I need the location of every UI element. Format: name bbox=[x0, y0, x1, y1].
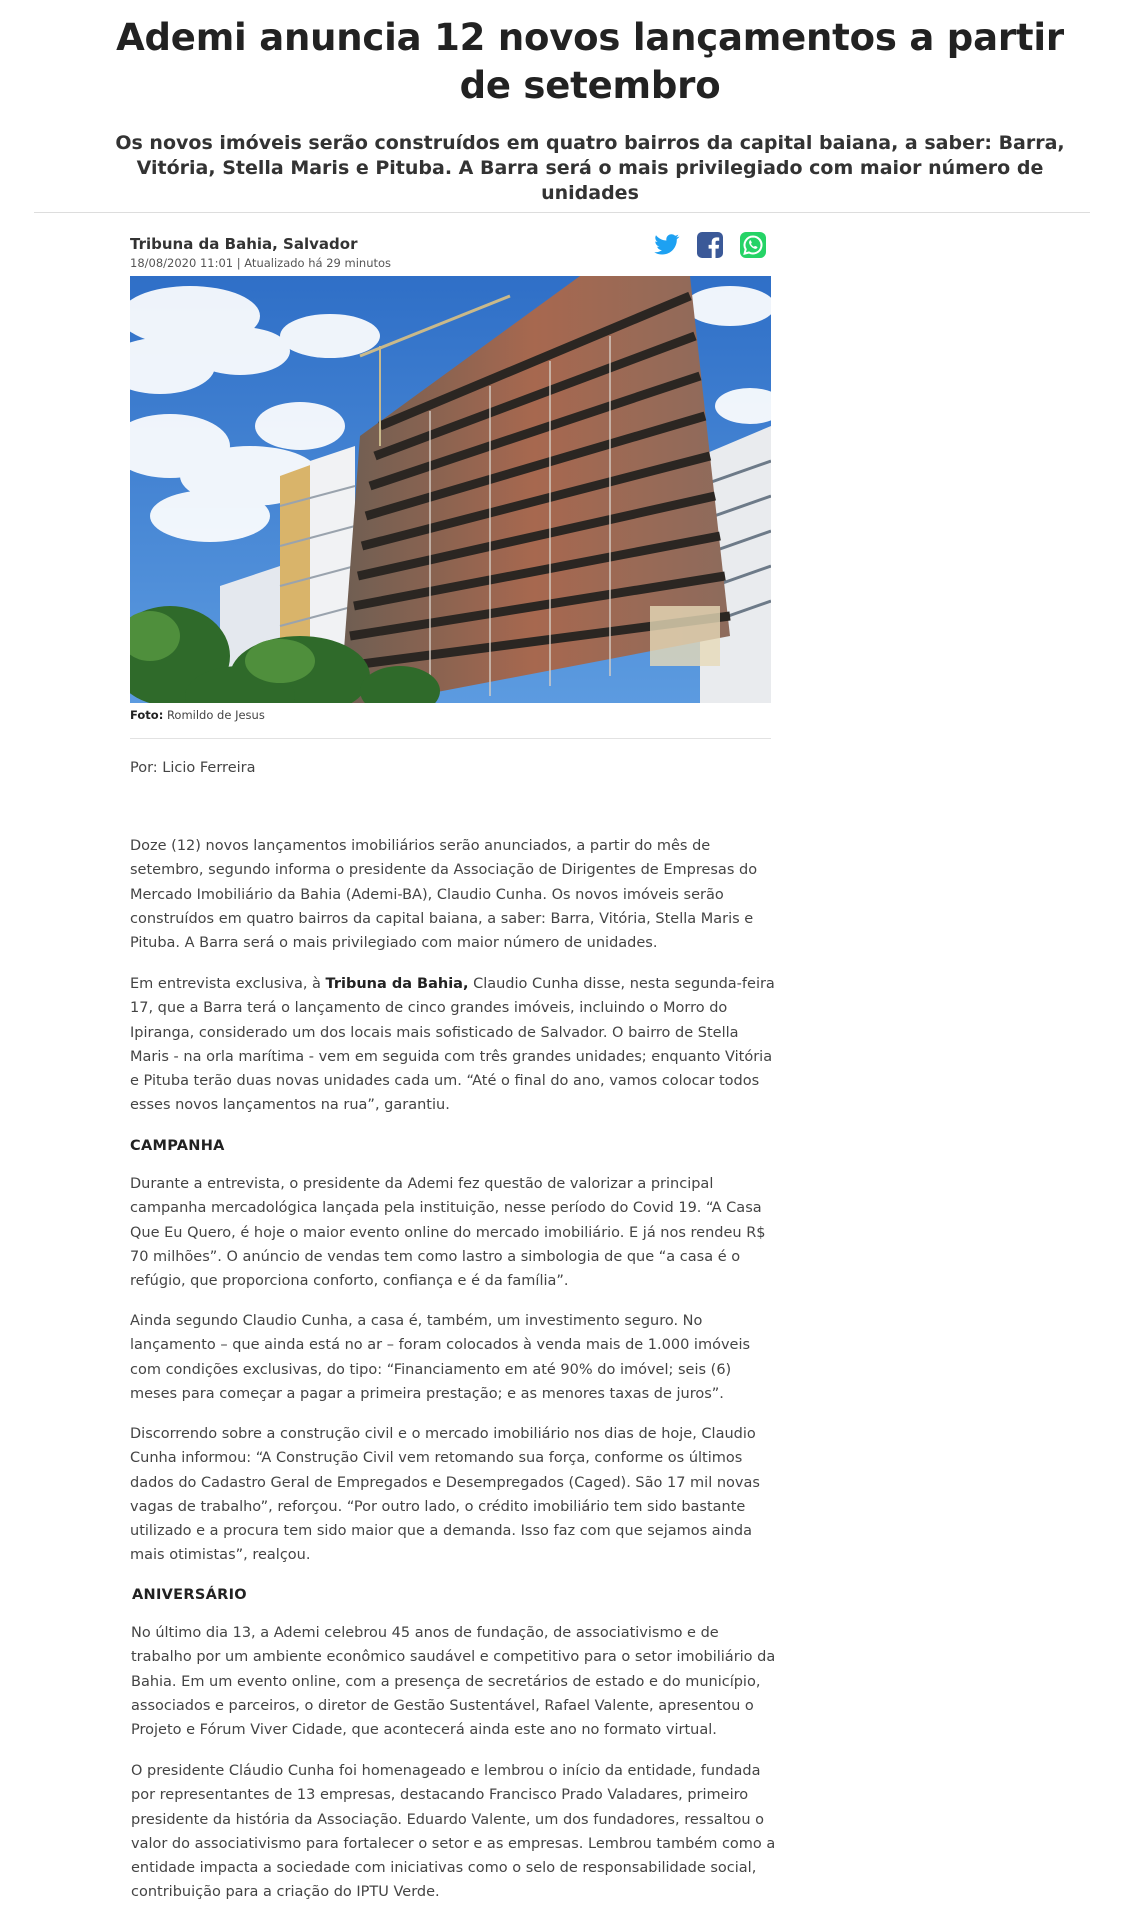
article-byline: Por: Licio Ferreira bbox=[130, 760, 256, 776]
photo-caption bbox=[130, 707, 265, 723]
paragraph-6: No último dia 13, a Ademi celebrou 45 anos de fundação, de associativismo e de trabalho por um ambiente econômico saudável e competitivo para o setor imobiliário da Bahia. Em um evento online, com a presença de secretários de estado e do município, associados e parceiros, o diretor de Gestão Sustentável, Rafael Valente, apresentou o Projeto e Fórum Viver Cidade, que acontecerá ainda este ano no formato virtual. bbox=[131, 1625, 776, 1739]
paragraph-7: O presidente Cláudio Cunha foi homenageado e lembrou o início da entidade, fundada por representantes de 13 empresas, destacando Francisco Prado Valadares, primeiro presidente da história da Associação. Eduardo Valente, um dos fundadores, ressaltou o valor do associativismo para fortalecer o setor e as empresas. Lembrou também como a entidade impacta a sociedade com iniciativas como o selo de responsabilidade social, contribuição para a criação do IPTU Verde. bbox=[131, 1763, 776, 1901]
article-paragraph bbox=[131, 1759, 777, 1905]
article-paragraph bbox=[130, 1172, 776, 1293]
paragraph-5: Discorrendo sobre a construção civil e o mercado imobiliário nos dias de hoje, Claudio Cunha informou: “A Construção Civil vem retomando sua força, conforme os últimos dados do Cadastro Geral de Empregados e Desempregados (Caged). São 17 mil novas vagas de trabalho”, reforçou. “Por outro lado, o crédito imobiliário tem sido bastante utilizado e a procura tem sido maior que a demanda. Isso faz com que sejamos ainda mais otimistas”, realçou. bbox=[130, 1426, 760, 1564]
twitter-icon bbox=[651, 230, 681, 260]
article-paragraph bbox=[130, 834, 776, 955]
photo-credit-name: Romildo de Jesus bbox=[166, 708, 265, 722]
article-subheadline: Os novos imóveis serão construídos em quatro bairros da capital baiana, a saber: Barra, Vitória, Stella Maris e Pituba. A Barra será o mais privilegiado com maior número de unidades bbox=[115, 132, 1065, 204]
paragraph-2-bold: Tribuna da Bahia, bbox=[325, 976, 469, 992]
article-dateline: 18/08/2020 11:01 | Atualizado há 29 minutos bbox=[130, 256, 392, 270]
paragraph-1: Doze (12) novos lançamentos imobiliários serão anunciados, a partir do mês de setembro, segundo informa o presidente da Associação de Dirigentes de Empresas do Mercado Imobiliário da Bahia (Ademi-BA), Claudio Cunha. Os novos imóveis serão construídos em quatro bairros da capital baiana, a saber: Barra, Vitória, Stella Maris e Pituba. A Barra será o mais privilegiado com maior número de unidades. bbox=[130, 838, 758, 952]
header-divider bbox=[34, 212, 1090, 213]
article-paragraph bbox=[130, 1309, 776, 1406]
paragraph-2-end: Claudio Cunha disse, nesta segunda-feira 17, que a Barra terá o lançamento de cinco grandes imóveis, incluindo o Morro do Ipiranga, considerado um dos locais mais sofisticado de Salvador. O bairro de Stella Maris - na orla marítima - vem em seguida com três grandes unidades; enquanto Vitória e Pituba terão duas novas unidades cada um. “Até o final do ano, vamos colocar todos esses novos lançamentos na rua”, garantiu. bbox=[130, 976, 775, 1114]
building-under-construction-photo bbox=[130, 276, 771, 703]
section-heading-campanha: CAMPANHA bbox=[130, 1138, 225, 1154]
whatsapp-icon bbox=[738, 230, 768, 260]
twitter-share-button[interactable] bbox=[651, 230, 681, 260]
article-paragraph bbox=[130, 1422, 776, 1568]
section-heading-aniversario: ANIVERSÁRIO bbox=[132, 1587, 247, 1603]
photo-credit-label: Foto: bbox=[130, 708, 164, 722]
paragraph-3: Durante a entrevista, o presidente da Ademi fez questão de valorizar a principal campanha mercadológica lançada pela instituição, nesse período do Covid 19. “A Casa Que Eu Quero, é hoje o maior evento online do mercado imobiliário. E já nos rendeu R$ 70 milhões”. O anúncio de vendas tem como lastro a simbologia de que “a casa é o refúgio, que proporciona conforto, confiança e é da família”. bbox=[130, 1176, 766, 1290]
article-paragraph bbox=[131, 1621, 777, 1742]
whatsapp-share-button[interactable] bbox=[738, 230, 768, 260]
facebook-share-button[interactable] bbox=[695, 230, 725, 260]
article-paragraph bbox=[130, 972, 776, 1118]
paragraph-2-start: Em entrevista exclusiva, à bbox=[130, 976, 326, 992]
facebook-icon bbox=[695, 230, 725, 260]
caption-divider bbox=[130, 738, 771, 739]
paragraph-2 bbox=[130, 972, 776, 1118]
article-headline: Ademi anuncia 12 novos lançamentos a partir de setembro bbox=[116, 16, 1064, 107]
article-photo bbox=[130, 276, 771, 703]
article-source: Tribuna da Bahia, Salvador bbox=[130, 235, 358, 253]
paragraph-4: Ainda segundo Claudio Cunha, a casa é, também, um investimento seguro. No lançamento – que ainda está no ar – foram colocados à venda mais de 1.000 imóveis com condições exclusivas, do tipo: “Financiamento em até 90% do imóvel; seis (6) meses para começar a pagar a primeira prestação; e as menores taxas de juros”. bbox=[130, 1313, 751, 1402]
